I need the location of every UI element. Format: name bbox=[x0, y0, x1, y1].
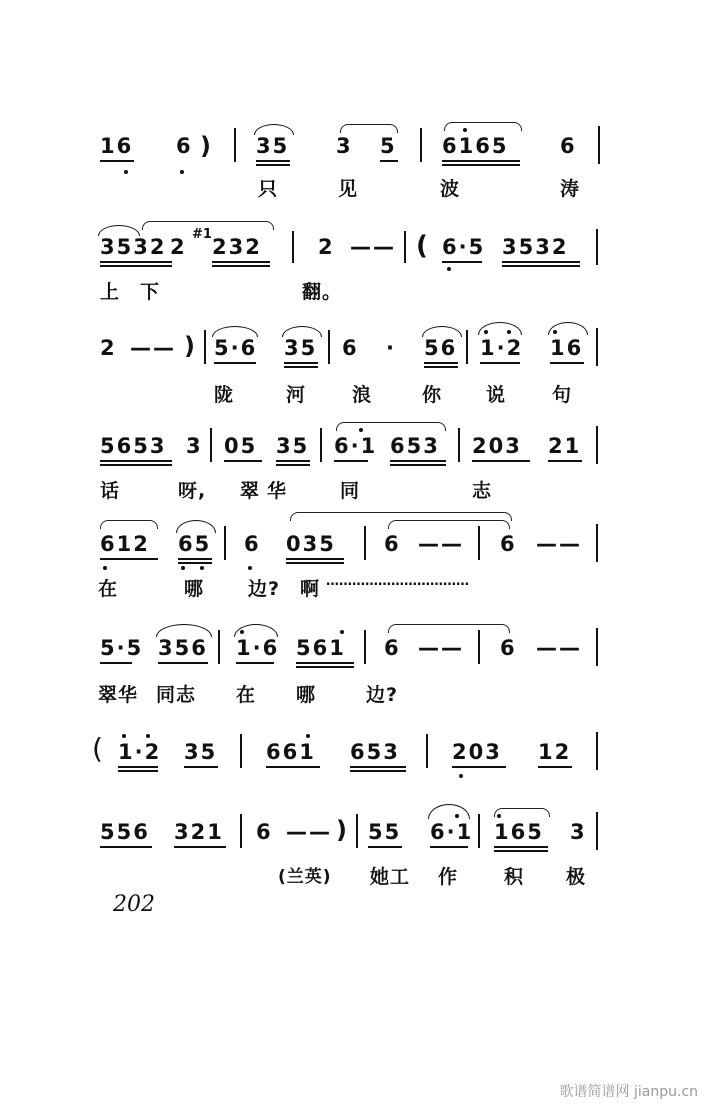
underline bbox=[100, 160, 134, 162]
note-group: 035 bbox=[286, 532, 336, 556]
slur bbox=[98, 225, 140, 236]
note-group: 661 bbox=[266, 740, 316, 764]
barline bbox=[596, 524, 598, 562]
barline bbox=[596, 628, 598, 666]
slur bbox=[212, 326, 258, 337]
note-group: 6 bbox=[342, 336, 359, 360]
lyric: 同志 bbox=[156, 684, 197, 706]
note-group: 5653 bbox=[100, 434, 167, 458]
slur bbox=[254, 124, 294, 135]
dot bbox=[122, 734, 126, 738]
lyric: (兰英) bbox=[278, 867, 332, 887]
note-group: 6 bbox=[500, 532, 517, 556]
system-7 bbox=[0, 726, 710, 796]
note-group: 5 bbox=[380, 134, 397, 158]
dot bbox=[181, 566, 185, 570]
underline bbox=[178, 558, 212, 560]
page-number: 202 bbox=[113, 892, 155, 917]
note-group: 55 bbox=[368, 820, 402, 844]
note-group: 5·6 bbox=[214, 336, 258, 360]
barline bbox=[328, 330, 330, 364]
lyric: 翻。 bbox=[302, 281, 343, 303]
note-group: 2 bbox=[318, 235, 335, 259]
underline bbox=[502, 265, 580, 267]
lyric: 只 bbox=[258, 178, 279, 200]
note-group: 203 bbox=[452, 740, 502, 764]
dot bbox=[240, 630, 244, 634]
dot bbox=[459, 774, 463, 778]
dot bbox=[359, 428, 363, 432]
lyric-ellipsis: …………………………… bbox=[326, 574, 469, 589]
underline bbox=[236, 662, 274, 664]
lyric: 陇 bbox=[214, 384, 235, 406]
underline bbox=[350, 770, 406, 772]
slur bbox=[282, 326, 322, 337]
note-group: 1·2 bbox=[118, 740, 162, 764]
lyric: 见 bbox=[338, 178, 359, 200]
note-group: 3 bbox=[336, 134, 353, 158]
dot bbox=[306, 734, 310, 738]
tie bbox=[494, 808, 550, 817]
underline bbox=[100, 558, 158, 560]
note-group: 16 bbox=[550, 336, 584, 360]
lyric: 你 bbox=[422, 384, 443, 406]
slur bbox=[176, 520, 216, 533]
lyric: 哪 bbox=[296, 684, 317, 706]
barline bbox=[204, 330, 206, 364]
dot bbox=[463, 128, 467, 132]
lyric: 她工 bbox=[370, 866, 411, 888]
barline bbox=[466, 330, 468, 364]
note-group: 556 bbox=[100, 820, 150, 844]
note-group: 232 bbox=[212, 235, 262, 259]
underline bbox=[158, 662, 208, 664]
underline bbox=[452, 766, 506, 768]
slur bbox=[428, 804, 470, 819]
note-group: 203 bbox=[472, 434, 522, 458]
barline bbox=[478, 630, 480, 664]
slur bbox=[156, 624, 212, 637]
underline bbox=[424, 366, 458, 368]
underline bbox=[256, 164, 290, 166]
underline bbox=[424, 362, 458, 364]
underline bbox=[390, 460, 446, 462]
note-group: 35 bbox=[256, 134, 290, 158]
dot-duration: · bbox=[386, 336, 396, 360]
underline bbox=[472, 460, 530, 462]
dot bbox=[103, 566, 107, 570]
barline bbox=[478, 526, 480, 560]
underline bbox=[276, 460, 310, 462]
lyric: 河 bbox=[286, 384, 307, 406]
dash: —— bbox=[418, 636, 464, 660]
dot bbox=[455, 814, 459, 818]
system-2 bbox=[0, 225, 710, 315]
system-3 bbox=[0, 322, 710, 412]
barline bbox=[426, 734, 428, 768]
lyric: 作 bbox=[438, 866, 459, 888]
dot bbox=[248, 566, 252, 570]
dot bbox=[447, 267, 451, 271]
underline bbox=[284, 362, 318, 364]
underline bbox=[334, 460, 368, 462]
underline bbox=[380, 160, 398, 162]
dot bbox=[200, 566, 204, 570]
dot bbox=[340, 630, 344, 634]
underline bbox=[100, 460, 172, 462]
underline bbox=[100, 265, 172, 267]
note-group: 21 bbox=[548, 434, 582, 458]
sharp-note: #1 bbox=[192, 227, 212, 242]
underline bbox=[350, 766, 406, 768]
underline bbox=[548, 460, 582, 462]
barline bbox=[240, 734, 242, 768]
underline bbox=[296, 662, 354, 664]
lyric: 浪 bbox=[352, 384, 373, 406]
underline bbox=[276, 464, 310, 466]
barline bbox=[596, 426, 598, 464]
tie bbox=[100, 520, 158, 529]
underline bbox=[550, 362, 584, 364]
underline bbox=[100, 846, 152, 848]
note-group: 6 bbox=[244, 532, 261, 556]
note-group: 2 bbox=[100, 336, 117, 360]
note-group: 3 bbox=[570, 820, 587, 844]
note-group: 05 bbox=[224, 434, 258, 458]
barline bbox=[596, 812, 598, 850]
dash: —— bbox=[350, 235, 396, 259]
paren-close: ) bbox=[336, 816, 349, 844]
barline bbox=[292, 231, 294, 263]
lyric: 波 bbox=[440, 178, 461, 200]
barline bbox=[218, 630, 220, 664]
dash: —— bbox=[130, 336, 176, 360]
underline bbox=[430, 846, 468, 848]
lyric: 哪 bbox=[184, 578, 205, 600]
underline bbox=[442, 160, 520, 162]
barline bbox=[478, 814, 480, 848]
underline bbox=[174, 846, 226, 848]
note-group: 6 bbox=[560, 134, 577, 158]
system-5 bbox=[0, 518, 710, 608]
system-6 bbox=[0, 622, 710, 712]
paren-close: ) bbox=[184, 332, 197, 360]
lyric: 极 bbox=[566, 866, 587, 888]
paren-close: ) bbox=[200, 132, 213, 160]
barline bbox=[596, 229, 598, 265]
underline bbox=[266, 766, 320, 768]
note-group: 165 bbox=[494, 820, 544, 844]
underline bbox=[502, 261, 580, 263]
note-group: 35 bbox=[284, 336, 318, 360]
barline bbox=[364, 526, 366, 560]
underline bbox=[442, 164, 520, 166]
barline bbox=[240, 814, 242, 848]
underline bbox=[178, 562, 212, 564]
dot bbox=[180, 170, 184, 174]
lyric: 说 bbox=[486, 384, 507, 406]
note-group: 6 bbox=[384, 532, 401, 556]
lyric: 呀, bbox=[178, 480, 207, 502]
lyric: 在 bbox=[236, 684, 257, 706]
dash: —— bbox=[418, 532, 464, 556]
underline bbox=[118, 766, 158, 768]
underline bbox=[118, 770, 158, 772]
tie bbox=[388, 520, 510, 529]
lyric: 边? bbox=[248, 578, 281, 600]
dash: —— bbox=[536, 532, 582, 556]
dash: —— bbox=[536, 636, 582, 660]
barline bbox=[210, 428, 212, 462]
lyric: 话 bbox=[100, 480, 121, 502]
dash: —— bbox=[286, 820, 332, 844]
underline bbox=[100, 464, 172, 466]
note-group: 6·5 bbox=[442, 235, 486, 259]
note-group: 65 bbox=[178, 532, 212, 556]
barline bbox=[598, 126, 600, 164]
paren-open: ( bbox=[416, 231, 430, 261]
note-group: 56 bbox=[424, 336, 458, 360]
barline bbox=[364, 630, 366, 664]
note-group: 12 bbox=[538, 740, 572, 764]
underline bbox=[296, 666, 354, 668]
barline bbox=[420, 128, 422, 162]
tie bbox=[388, 624, 510, 633]
lyric: 句 bbox=[552, 384, 573, 406]
note-group: 356 bbox=[158, 636, 208, 660]
note-group: 6 bbox=[500, 636, 517, 660]
note-group: 2 bbox=[170, 235, 187, 259]
note-group: 653 bbox=[390, 434, 440, 458]
dot bbox=[124, 170, 128, 174]
slur bbox=[422, 326, 462, 337]
barline bbox=[356, 814, 358, 848]
barline bbox=[596, 328, 598, 366]
note-group: 6 bbox=[176, 134, 193, 158]
underline bbox=[212, 261, 270, 263]
lyric: 翠华 bbox=[240, 480, 295, 502]
note-group: 3532 bbox=[502, 235, 569, 259]
note-group: 6165 bbox=[442, 134, 509, 158]
note-group: 35 bbox=[184, 740, 218, 764]
underline bbox=[480, 362, 520, 364]
note-group: 321 bbox=[174, 820, 224, 844]
tie bbox=[444, 122, 522, 131]
lyric: 积 bbox=[504, 866, 525, 888]
lyric: 志 bbox=[472, 480, 493, 502]
barline bbox=[596, 732, 598, 770]
underline bbox=[442, 261, 482, 263]
paren-open: ( bbox=[92, 732, 105, 765]
underline bbox=[390, 464, 446, 466]
dot bbox=[484, 330, 488, 334]
underline bbox=[256, 160, 290, 162]
underline bbox=[286, 562, 344, 564]
note-group: 5·5 bbox=[100, 636, 144, 660]
note-group: 35 bbox=[276, 434, 310, 458]
lyric: 同 bbox=[340, 480, 361, 502]
system-4 bbox=[0, 420, 710, 510]
underline bbox=[224, 460, 262, 462]
tie bbox=[142, 221, 274, 230]
note-group: 612 bbox=[100, 532, 150, 556]
system-8 bbox=[0, 806, 710, 886]
lyric: 边? bbox=[366, 684, 399, 706]
system-1 bbox=[0, 120, 710, 210]
note-group: 1·6 bbox=[236, 636, 280, 660]
underline bbox=[494, 850, 548, 852]
lyric: 在 bbox=[98, 578, 119, 600]
note-group: 561 bbox=[296, 636, 346, 660]
note-group: 16 bbox=[100, 134, 134, 158]
barline bbox=[458, 428, 460, 462]
note-group: 6 bbox=[384, 636, 401, 660]
watermark: 歌谱简谱网 jianpu.cn bbox=[559, 1084, 698, 1100]
tie bbox=[336, 422, 446, 431]
note-group: 6 bbox=[256, 820, 273, 844]
note-group: 6·1 bbox=[430, 820, 474, 844]
lyric: 上 bbox=[100, 281, 121, 303]
underline bbox=[538, 766, 572, 768]
underline bbox=[100, 662, 132, 664]
underline bbox=[286, 558, 344, 560]
dot bbox=[146, 734, 150, 738]
dot bbox=[497, 814, 501, 818]
note-group: 1·2 bbox=[480, 336, 524, 360]
barline bbox=[224, 526, 226, 560]
barline bbox=[320, 428, 322, 462]
tie bbox=[340, 124, 398, 133]
note-group: 3532 bbox=[100, 235, 167, 259]
lyric: 翠华 bbox=[98, 684, 139, 706]
lyric: 涛 bbox=[560, 178, 581, 200]
dot bbox=[507, 330, 511, 334]
underline bbox=[212, 265, 270, 267]
barline bbox=[404, 231, 406, 263]
underline bbox=[184, 766, 218, 768]
underline bbox=[214, 362, 256, 364]
underline bbox=[100, 261, 172, 263]
note-group: 6·1 bbox=[334, 434, 378, 458]
note-group: 653 bbox=[350, 740, 400, 764]
underline bbox=[368, 846, 402, 848]
note-group: 3 bbox=[186, 434, 203, 458]
underline bbox=[494, 846, 548, 848]
lyric: 下 bbox=[140, 281, 161, 303]
barline bbox=[234, 128, 236, 162]
underline bbox=[284, 366, 318, 368]
lyric: 啊 bbox=[300, 578, 321, 600]
dot bbox=[553, 330, 557, 334]
